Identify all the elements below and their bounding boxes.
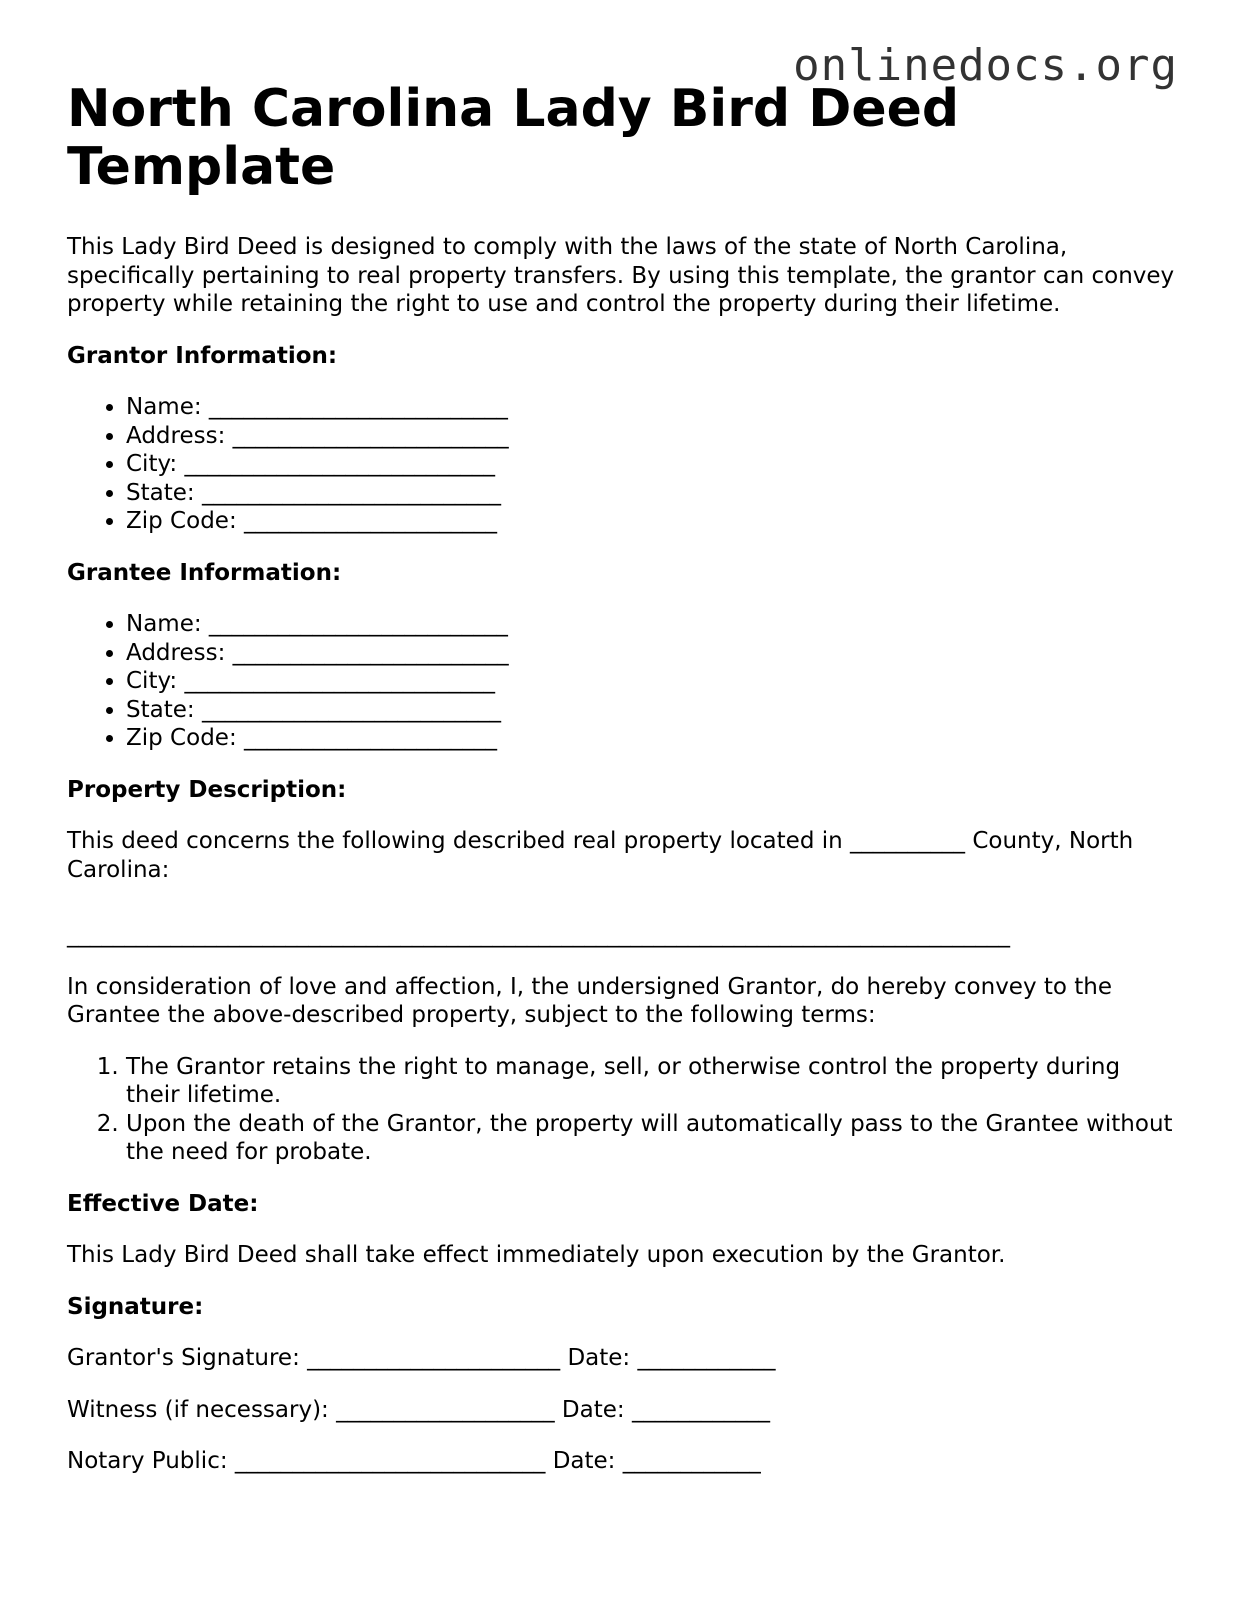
effective-heading: Effective Date: [67,1190,259,1217]
property-text: This deed concerns the following described real property located in __________ County, North Carolina: [67,828,1134,883]
witness-signature-line[interactable]: Witness (if necessary): ___________________ Date: ____________ [67,1396,770,1423]
grantee-name-field[interactable]: • Name: __________________________ [126,610,1177,639]
intro-paragraph: This Lady Bird Deed is designed to comply with the laws of the state of North Carolina, specifically pertaining to real property transfers. By using this template, the grantor can convey property while retaining the right to use and control the property during their lifetime. [67,234,1175,317]
grantee-fields [67,610,1177,753]
grantor-fields [67,393,1177,536]
grantee-heading: Grantee Information: [67,559,342,586]
page-title [67,80,1177,196]
grantor-heading: Grantor Information: [67,342,338,369]
grantor-zip-field[interactable]: • Zip Code: ______________________ [126,507,1177,536]
grantor-state-field[interactable]: • State: __________________________ [126,479,1177,508]
grantor-name-field[interactable]: • Name: __________________________ [126,393,1177,422]
grantee-city-field[interactable]: • City: ___________________________ [126,667,1177,696]
term-item: 1. The Grantor retains the right to manage, sell, or otherwise control the property during their lifetime. [126,1053,1177,1110]
document-page [67,80,1177,1476]
signature-heading: Signature: [67,1293,204,1320]
terms-list [67,1053,1177,1167]
grantor-address-field[interactable]: • Address: ________________________ [126,422,1177,451]
property-heading: Property Description: [67,776,347,803]
consideration-paragraph: In consideration of love and affection, I, the undersigned Grantor, do hereby convey to the Grantee the above-described property, subject to the following terms: [67,973,1113,1028]
grantor-city-field[interactable]: • City: ___________________________ [126,450,1177,479]
grantee-state-field[interactable]: • State: __________________________ [126,696,1177,725]
title-line-2: Template [67,137,336,197]
notary-signature-line[interactable]: Notary Public: ___________________________ Date: ____________ [67,1448,761,1474]
title-line-1: North Carolina Lady Bird Deed [67,79,960,139]
property-description-line[interactable]: __________________________________________________________________________________ [67,922,1010,948]
grantor-signature-line[interactable]: Grantor's Signature: ______________________ Date: ____________ [67,1345,776,1371]
grantee-zip-field[interactable]: • Zip Code: ______________________ [126,724,1177,753]
effective-text: This Lady Bird Deed shall take effect immediately upon execution by the Grantor. [67,1242,1006,1268]
term-item: 2. Upon the death of the Grantor, the property will automatically pass to the Grantee without the need for probate. [126,1110,1177,1167]
grantee-address-field[interactable]: • Address: ________________________ [126,639,1177,668]
watermark: onlinedocs.org [793,40,1178,91]
